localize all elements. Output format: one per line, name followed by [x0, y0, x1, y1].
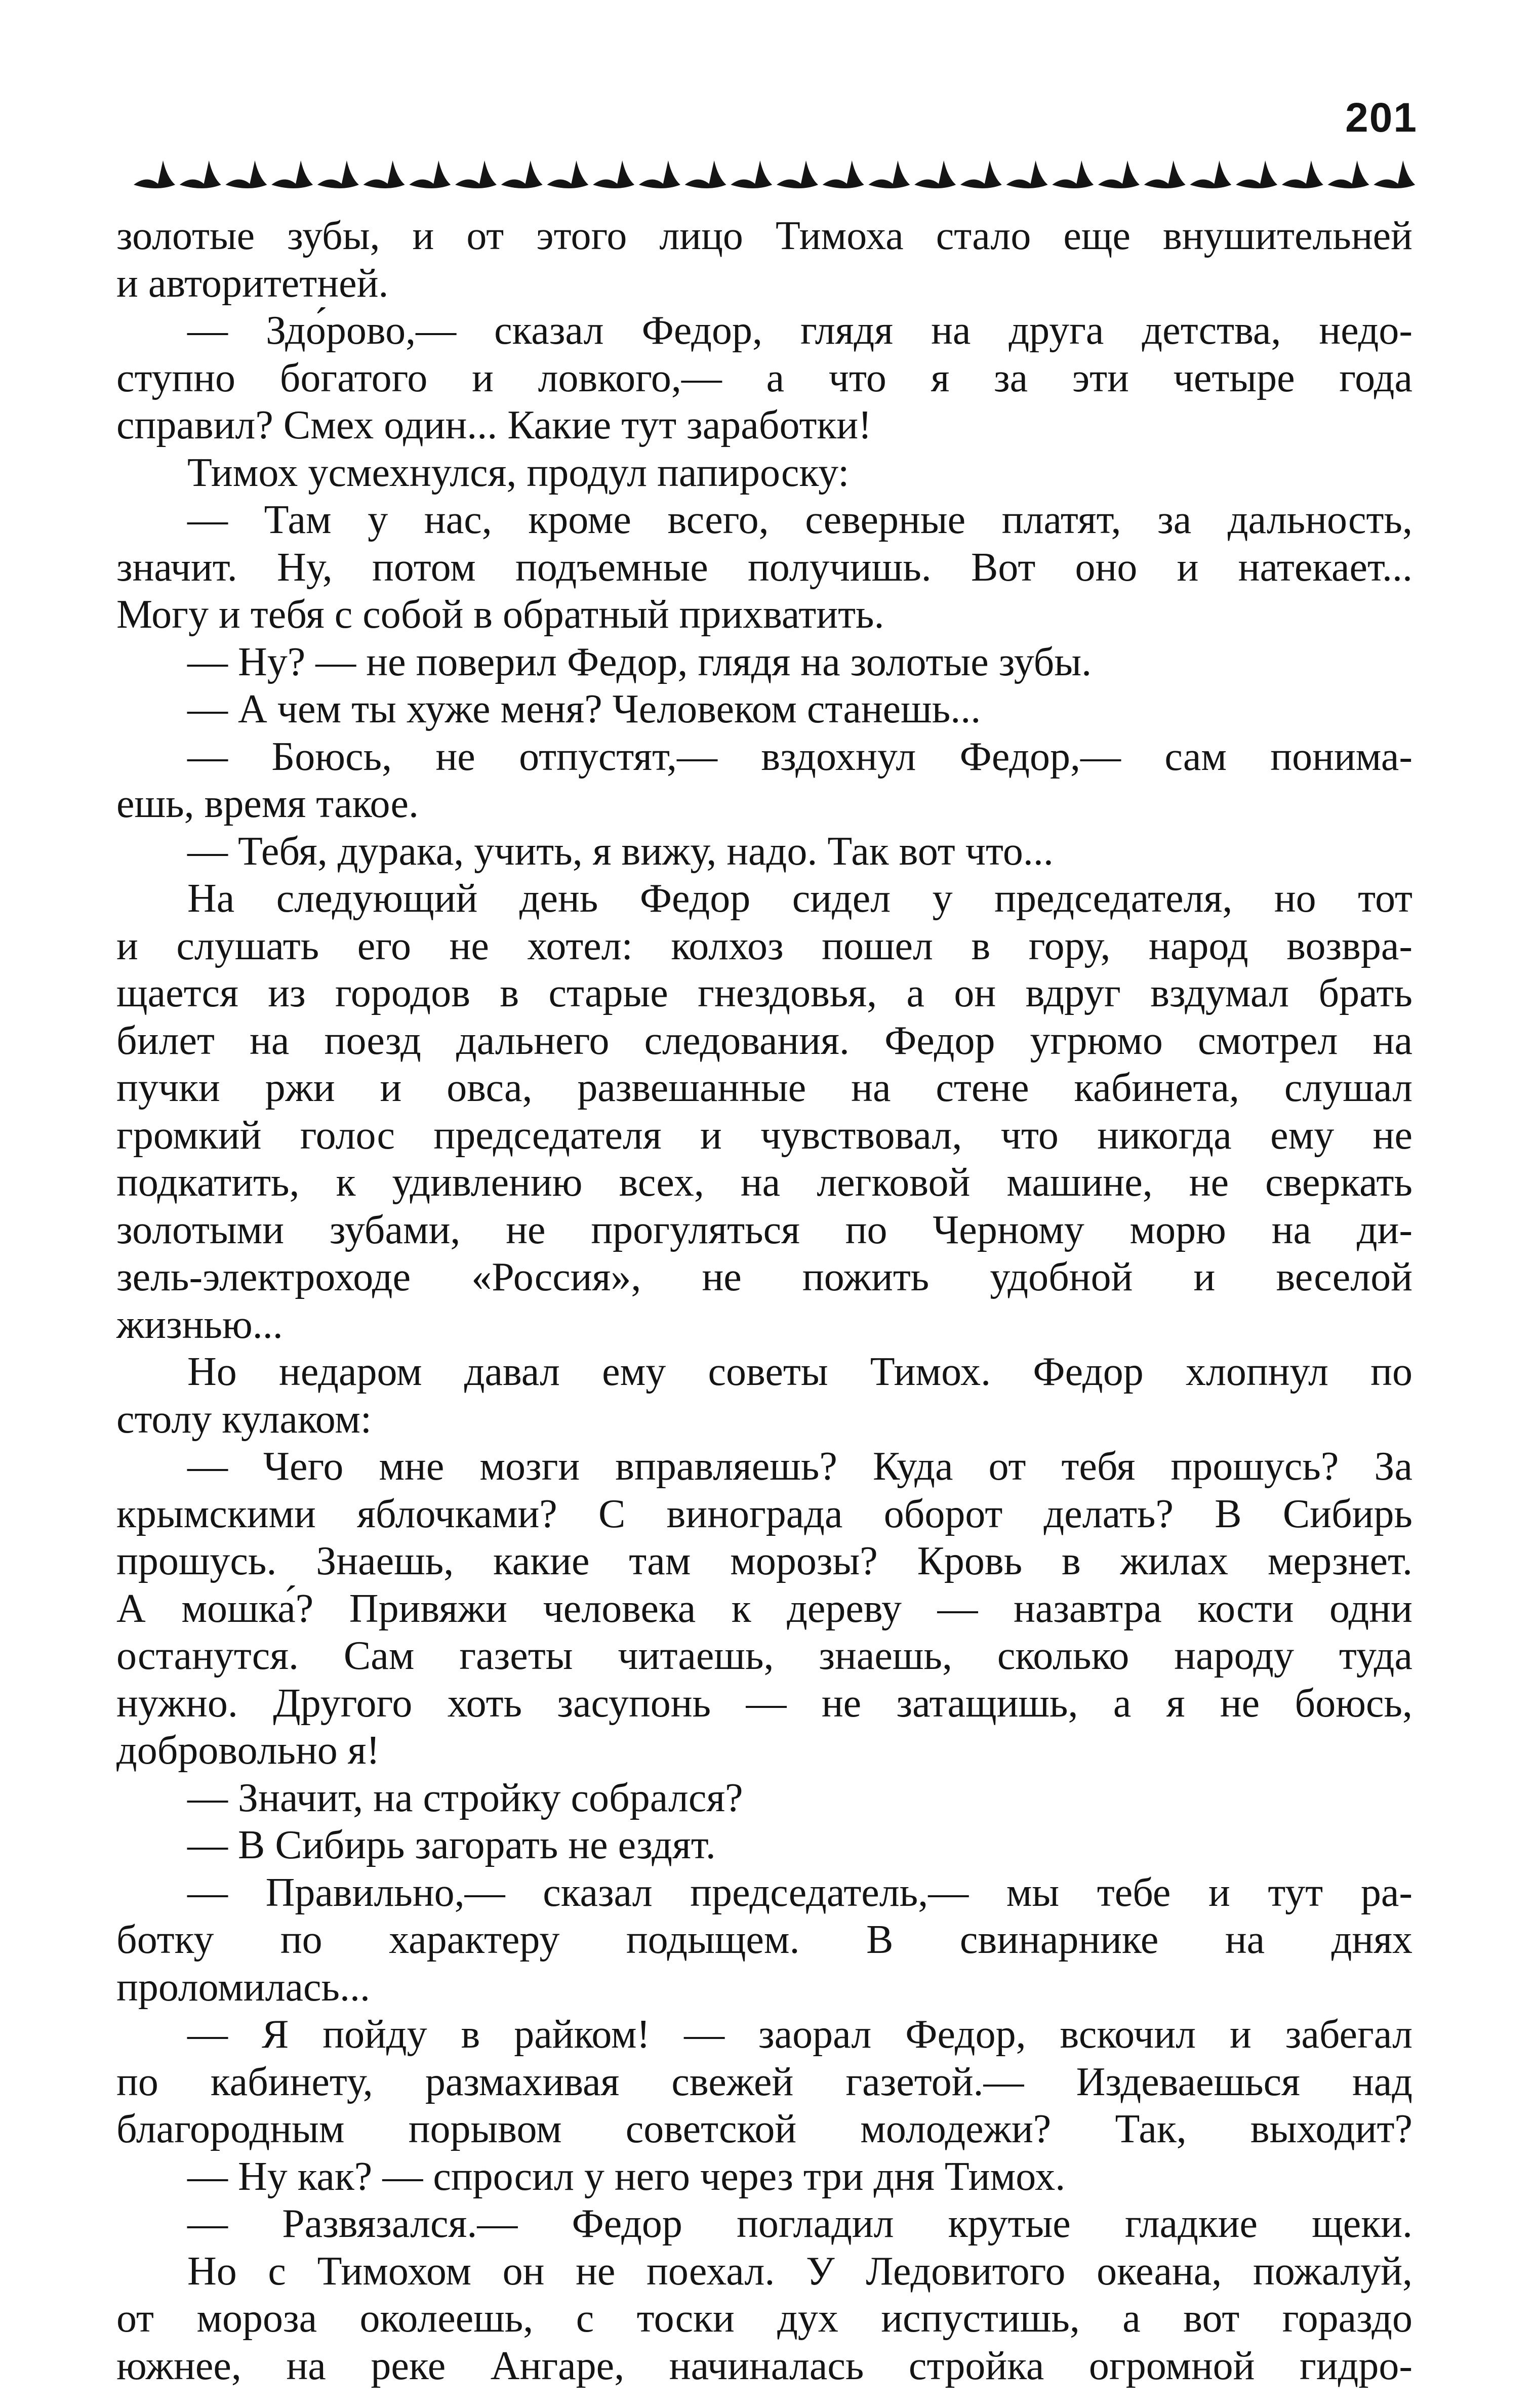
- ornament-hook: [1374, 160, 1415, 188]
- text-line: — А чем ты хуже меня? Человеком станешь...: [187, 687, 981, 731]
- text-line: останутся. Сам газеты читаешь, знаешь, сколько народу туда: [116, 1634, 1412, 1678]
- text-line: золотыми зубами, не прогуляться по Черному морю на ди-: [116, 1207, 1412, 1252]
- wavy-decorative-border-icon: [132, 154, 1418, 195]
- text-line: ботку по характеру подыщем. В свинарнике на днях: [116, 1917, 1412, 1962]
- text-line: значит. Ну, потом подъемные получишь. Вот оно и натекает...: [116, 545, 1412, 590]
- ornament-hook: [1236, 160, 1277, 188]
- text-line: ешь, время такое.: [116, 782, 419, 826]
- text-line: Но с Тимохом он не поехал. У Ледовитого океана, пожалуй,: [187, 2249, 1412, 2294]
- text-line: — Развязался.— Федор погладил крутые гладкие щеки.: [187, 2201, 1412, 2246]
- text-line: щается из городов в старые гнездовья, а он вдруг вздумал брать: [116, 971, 1412, 1015]
- ornament-hook: [685, 160, 726, 188]
- ornament-hook: [180, 160, 221, 188]
- ornament-hook: [639, 160, 680, 188]
- ornament-hook: [1006, 160, 1048, 188]
- text-line: справил? Смех один... Какие тут заработки!: [116, 403, 872, 447]
- ornament-hook: [1190, 160, 1231, 188]
- ornament-hook: [593, 160, 634, 188]
- text-line: нужно. Другого хоть засупонь — не затащишь, а я не боюсь,: [116, 1681, 1412, 1726]
- ornament-hook: [1052, 160, 1094, 188]
- text-line: Могу и тебя с собой в обратный прихватить.: [116, 592, 884, 637]
- body-text: [116, 213, 1412, 2390]
- text-line: — Значит, на стройку собрался?: [187, 1775, 743, 1820]
- ornament-hook: [823, 160, 864, 188]
- ornament-hook: [271, 160, 313, 188]
- text-line: жизнью...: [116, 1302, 283, 1347]
- text-line: громкий голос председателя и чувствовал, что никогда ему не: [116, 1113, 1412, 1158]
- text-line: — Чего мне мозги вправляешь? Куда от тебя прошусь? За: [187, 1444, 1412, 1489]
- text-line: ступно богатого и ловкого,— а что я за эти четыре года: [116, 355, 1412, 400]
- text-line: билет на поезд дальнего следования. Федор угрюмо смотрел на: [116, 1018, 1412, 1063]
- ornament-hook: [409, 160, 451, 188]
- text-line: по кабинету, размахивая свежей газетой.— Издеваешься над: [116, 2059, 1412, 2104]
- ornament-hook: [777, 160, 818, 188]
- ornament-hook: [960, 160, 1002, 188]
- text-line: зель-электроходе «Россия», не пожить удобной и веселой: [116, 1255, 1412, 1299]
- text-line: — Правильно,— сказал председатель,— мы тебе и тут ра-: [187, 1870, 1412, 1915]
- text-line: Но недаром давал ему советы Тимох. Федор хлопнул по: [187, 1350, 1412, 1394]
- text-line: прошусь. Знаешь, какие там морозы? Кровь в жилах мерзнет.: [116, 1539, 1412, 1583]
- text-line: и авторитетней.: [116, 261, 389, 306]
- text-line: — В Сибирь загорать не ездят.: [187, 1823, 716, 1867]
- text-line: столу кулаком:: [116, 1397, 372, 1442]
- ornament-hook: [134, 160, 175, 188]
- ornament-hook: [455, 160, 497, 188]
- text-line: благородным порывом советской молодежи? Так, выходит?: [116, 2107, 1412, 2151]
- ornament-hook: [1144, 160, 1186, 188]
- ornament-hook: [868, 160, 910, 188]
- text-line: и слушать его не хотел: колхоз пошел в гору, народ возвра-: [116, 923, 1412, 968]
- text-line: — Ну? — не поверил Федор, глядя на золотые зубы.: [187, 639, 1092, 684]
- ornament-hook: [1328, 160, 1369, 188]
- text-line: крымскими яблочками? С винограда оборот делать? В Сибирь: [116, 1491, 1412, 1536]
- text-line: — Здо́рово,— сказал Федор, глядя на друга детства, недо-: [187, 308, 1412, 353]
- ornament-hook: [731, 160, 772, 188]
- text-line: от мороза околеешь, с тоски дух испустишь, а вот гораздо: [116, 2296, 1412, 2341]
- ornament-hook: [317, 160, 359, 188]
- ornament-hook: [547, 160, 588, 188]
- text-line: Тимох усмехнулся, продул папироску:: [187, 450, 850, 495]
- ornament-hook: [1098, 160, 1140, 188]
- ornament-hook: [225, 160, 267, 188]
- text-line: — Боюсь, не отпустят,— вздохнул Федор,— сам понима-: [187, 734, 1412, 779]
- ornament-hook: [501, 160, 543, 188]
- ornament-hook: [363, 160, 405, 188]
- text-line: — Ну как? — спросил у него через три дня Тимох.: [187, 2154, 1066, 2199]
- text-line: На следующий день Федор сидел у председателя, но тот: [187, 876, 1412, 921]
- text-line: — Там у нас, кроме всего, северные платят, за дальность,: [187, 498, 1412, 542]
- text-line: — Тебя, дурака, учить, я вижу, надо. Так вот что...: [187, 829, 1054, 874]
- ornament-hook: [1282, 160, 1323, 188]
- text-line: добровольно я!: [116, 1728, 380, 1773]
- text-line: проломилась...: [116, 1965, 371, 2010]
- ornament-hook: [914, 160, 956, 188]
- page-number: 201: [1345, 95, 1418, 141]
- text-line: — Я пойду в райком! — заорал Федор, вскочил и забегал: [187, 2012, 1412, 2057]
- text-line: пучки ржи и овса, развешанные на стене кабинета, слушал: [116, 1066, 1412, 1110]
- text-line: золотые зубы, и от этого лицо Тимоха стало еще внушительней: [116, 214, 1412, 258]
- text-line: А мошка́? Привяжи человека к дереву — назавтра кости одни: [116, 1586, 1412, 1631]
- text-line: южнее, на реке Ангаре, начиналась стройка огромной гидро-: [116, 2343, 1412, 2388]
- text-line: подкатить, к удивлению всех, на легковой машине, не сверкать: [116, 1160, 1412, 1205]
